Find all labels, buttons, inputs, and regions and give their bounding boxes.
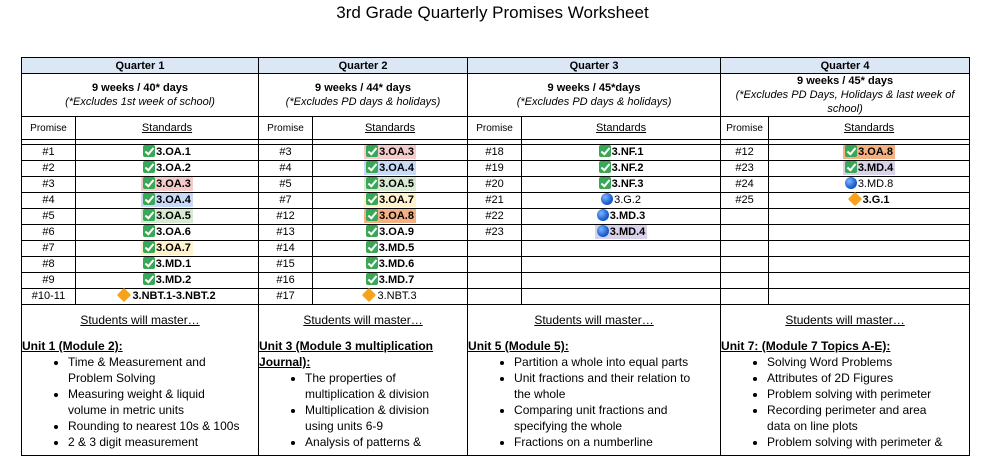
standard-cell — [769, 241, 970, 257]
standard-cell — [76, 193, 259, 209]
students-will-master-heading: Students will master… — [534, 313, 654, 327]
promise-column-header: Promise — [259, 117, 313, 140]
standard-code: 3.OA.4 — [379, 162, 414, 174]
standard-tag — [361, 289, 418, 303]
standard-cell — [313, 225, 468, 241]
unit-topic-text: Problem solving with perimeter & — [767, 435, 943, 449]
standard-code: 3.OA.3 — [379, 146, 414, 158]
promise-number: #24 — [721, 177, 769, 193]
unit-topic-text: Recording perimeter and area — [767, 403, 927, 417]
orange-diamond-icon — [362, 288, 376, 302]
unit-topic-text: Analysis of patterns & — [305, 435, 422, 449]
unit-topic — [767, 386, 969, 402]
table-row — [22, 289, 970, 305]
standard-tag — [364, 241, 416, 255]
unit-title: Unit 5 (Module 5): — [468, 339, 569, 353]
standard-tag — [141, 145, 193, 159]
standard-cell — [76, 145, 259, 161]
check-icon — [143, 209, 155, 221]
unit-topic-list — [259, 370, 467, 450]
quarter-days-cell — [468, 74, 721, 117]
standard-tag — [597, 161, 646, 175]
promise-number: #18 — [468, 145, 522, 161]
standard-cell — [313, 273, 468, 289]
standard-tag — [364, 273, 416, 287]
standards-column-header: Standards — [364, 122, 416, 134]
standard-cell — [522, 273, 721, 289]
standard-tag — [599, 193, 643, 207]
standard-code: 3.OA.8 — [379, 210, 414, 222]
standard-tag — [595, 225, 647, 239]
standard-cell — [769, 193, 970, 209]
unit-topic — [514, 402, 720, 434]
quarterly-promises-table — [21, 57, 970, 456]
table-row — [22, 209, 970, 225]
standard-code: 3.NF.3 — [611, 178, 644, 190]
standard-cell — [522, 257, 721, 273]
standard-tag — [364, 257, 416, 271]
standard-cell — [522, 193, 721, 209]
promise-number: #12 — [721, 145, 769, 161]
check-icon — [366, 177, 378, 189]
quarter-days-cell — [22, 74, 259, 117]
unit-topic-text: Problem Solving — [68, 371, 156, 385]
standards-column-header-cell — [769, 117, 970, 140]
standard-cell — [522, 145, 721, 161]
standard-code: 3.MD.5 — [378, 242, 415, 254]
unit-topic-text: Unit fractions and their relation to — [514, 371, 691, 385]
standard-code: 3.MD.7 — [378, 274, 415, 286]
promise-number: #4 — [22, 193, 76, 209]
standard-tag — [141, 161, 193, 175]
unit-topic-list — [721, 354, 969, 450]
page-title: 3rd Grade Quarterly Promises Worksheet — [336, 3, 649, 22]
standard-code: 3.MD.2 — [155, 274, 192, 286]
unit-topic — [68, 418, 258, 434]
unit-topic — [514, 354, 720, 370]
standards-column-header: Standards — [843, 122, 895, 134]
standard-cell — [313, 193, 468, 209]
promise-number: #5 — [22, 209, 76, 225]
promise-number: #1 — [22, 145, 76, 161]
standard-tag — [141, 241, 193, 255]
standard-tag — [364, 145, 416, 159]
standard-cell — [313, 209, 468, 225]
standard-cell — [769, 161, 970, 177]
standards-column-header: Standards — [141, 122, 193, 134]
promise-number: #13 — [259, 225, 313, 241]
unit-topic — [68, 354, 258, 386]
promise-number: #9 — [22, 273, 76, 289]
check-icon — [599, 177, 611, 189]
promise-number: #4 — [259, 161, 313, 177]
unit-topic-text: 2 & 3 digit measurement — [68, 435, 199, 449]
check-icon — [143, 273, 155, 285]
quarter-days: 9 weeks / 40* days — [92, 82, 189, 94]
unit-topic-text: data on line plots — [767, 419, 858, 433]
standard-code: 3.OA.4 — [156, 194, 191, 206]
unit-topic — [305, 434, 467, 450]
unit-cell — [22, 305, 259, 456]
standard-code: 3.OA.8 — [858, 146, 893, 158]
quarter-days-cell — [721, 74, 970, 117]
standard-code: 3.OA.3 — [156, 178, 191, 190]
promise-number — [721, 257, 769, 273]
promise-number: #7 — [22, 241, 76, 257]
unit-cell — [259, 305, 468, 456]
standards-column-header: Standards — [595, 122, 647, 134]
standard-tag — [843, 145, 895, 159]
standard-tag — [141, 225, 193, 239]
standard-cell — [522, 161, 721, 177]
promise-number — [721, 225, 769, 241]
check-icon — [143, 161, 155, 173]
standard-cell — [76, 225, 259, 241]
standard-cell — [769, 289, 970, 305]
promise-number: #10-11 — [22, 289, 76, 305]
table-row — [22, 177, 970, 193]
standard-tag — [364, 177, 416, 191]
unit-topic-text: Attributes of 2D Figures — [767, 371, 894, 385]
standard-tag — [141, 193, 193, 207]
promise-number: #22 — [468, 209, 522, 225]
promise-number: #6 — [22, 225, 76, 241]
standard-code: 3.NBT.1-3.NBT.2 — [132, 290, 216, 302]
unit-title: Unit 3 (Module 3 multiplication Journal): — [259, 339, 434, 369]
standard-cell — [76, 257, 259, 273]
students-will-master-heading: Students will master… — [80, 313, 200, 327]
standard-cell — [522, 177, 721, 193]
standard-cell — [76, 161, 259, 177]
quarter-name: Quarter 4 — [721, 58, 970, 74]
standard-tag — [141, 209, 193, 223]
promise-number: #8 — [22, 257, 76, 273]
standard-tag — [116, 289, 217, 303]
unit-topic — [305, 370, 467, 402]
standard-tag — [364, 161, 416, 175]
unit-topic — [514, 434, 720, 450]
check-icon — [366, 225, 378, 237]
standard-cell — [522, 225, 721, 241]
quarter-name: Quarter 1 — [22, 58, 259, 74]
promise-number: #15 — [259, 257, 313, 273]
unit-topic-text: specifying the whole — [514, 419, 623, 433]
unit-topic-text: The properties of — [305, 371, 396, 385]
promise-number — [468, 273, 522, 289]
quarter-days: 9 weeks / 45*days — [547, 82, 641, 94]
quarter-days-note: (*Excludes PD days & holidays) — [285, 96, 441, 108]
promise-number — [721, 273, 769, 289]
promise-number: #12 — [259, 209, 313, 225]
unit-cell — [468, 305, 721, 456]
students-will-master-heading: Students will master… — [785, 313, 905, 327]
promise-column-header: Promise — [468, 117, 522, 140]
blue-circle-icon — [597, 209, 609, 221]
standard-tag — [141, 177, 193, 191]
promise-number — [468, 241, 522, 257]
promise-number — [468, 289, 522, 305]
unit-topic — [68, 434, 258, 450]
standard-cell — [313, 161, 468, 177]
standard-tag — [843, 161, 895, 175]
unit-title: Unit 1 (Module 2): — [22, 339, 123, 353]
standard-tag — [843, 177, 895, 191]
check-icon — [143, 257, 155, 269]
promise-number: #21 — [468, 193, 522, 209]
column-header-row — [22, 117, 970, 140]
check-icon — [366, 241, 378, 253]
promise-number: #7 — [259, 193, 313, 209]
blue-circle-icon — [845, 177, 857, 189]
standard-code: 3.NF.1 — [611, 146, 644, 158]
standard-code: 3.MD.1 — [155, 258, 192, 270]
days-row — [22, 74, 970, 117]
quarter-name: Quarter 3 — [468, 58, 721, 74]
promise-number: #3 — [22, 177, 76, 193]
check-icon — [366, 193, 378, 205]
check-icon — [366, 145, 378, 157]
promise-number — [721, 241, 769, 257]
unit-topic — [305, 402, 467, 434]
standard-cell — [313, 145, 468, 161]
table-row — [22, 161, 970, 177]
standard-cell — [313, 177, 468, 193]
table-row — [22, 225, 970, 241]
standards-column-header-cell — [76, 117, 259, 140]
table-row — [22, 241, 970, 257]
standard-code: 3.OA.7 — [379, 194, 414, 206]
standard-cell — [313, 257, 468, 273]
promise-number: #5 — [259, 177, 313, 193]
standard-cell — [76, 241, 259, 257]
table-row — [22, 273, 970, 289]
check-icon — [599, 145, 611, 157]
standard-cell — [769, 257, 970, 273]
table-row — [22, 257, 970, 273]
standard-cell — [313, 289, 468, 305]
promise-column-header: Promise — [22, 117, 76, 140]
unit-topic — [767, 354, 969, 370]
unit-topic-list — [468, 354, 720, 450]
standard-code: 3.MD.4 — [609, 226, 646, 238]
quarter-days-note: (*Excludes 1st week of school) — [65, 96, 215, 108]
unit-topic-text: Rounding to nearest 10s & 100s — [68, 419, 240, 433]
standard-code: 3.OA.7 — [156, 242, 191, 254]
unit-topic-text: multiplication & division — [305, 387, 430, 401]
unit-topic — [767, 402, 969, 434]
check-icon — [143, 193, 155, 205]
standard-code: 3.G.1 — [862, 194, 890, 206]
promise-number: #2 — [22, 161, 76, 177]
promise-number: #20 — [468, 177, 522, 193]
quarter-days: 9 weeks / 45* days — [797, 75, 894, 87]
quarter-days-cell — [259, 74, 468, 117]
promise-number: #16 — [259, 273, 313, 289]
standard-code: 3.OA.5 — [156, 210, 191, 222]
unit-topic — [514, 370, 720, 402]
unit-topic-text: using units 6-9 — [305, 419, 384, 433]
unit-cell — [721, 305, 970, 456]
unit-row — [22, 305, 970, 456]
promise-number: #3 — [259, 145, 313, 161]
standard-tag — [364, 209, 416, 223]
unit-title: Unit 7: (Module 7 Topics A-E): — [721, 339, 891, 353]
standard-cell — [769, 273, 970, 289]
standard-cell — [76, 209, 259, 225]
standards-column-header-cell — [522, 117, 721, 140]
promise-number: #25 — [721, 193, 769, 209]
standard-code: 3.OA.2 — [156, 162, 191, 174]
standard-tag — [141, 257, 193, 271]
unit-topic — [767, 434, 969, 450]
standard-code: 3.OA.9 — [379, 226, 414, 238]
unit-topic-text: the whole — [514, 387, 566, 401]
standard-code: 3.OA.6 — [156, 226, 191, 238]
promise-number — [721, 289, 769, 305]
standard-tag — [141, 273, 193, 287]
blue-circle-icon — [601, 193, 613, 205]
promise-number: #23 — [468, 225, 522, 241]
unit-topic-text: Time & Measurement and — [68, 355, 206, 369]
check-icon — [366, 257, 378, 269]
blue-circle-icon — [597, 225, 609, 237]
promise-number: #19 — [468, 161, 522, 177]
quarter-days-note: (*Excludes PD Days, Holidays & last week of school) — [735, 89, 955, 115]
standard-cell — [769, 177, 970, 193]
promise-number: #17 — [259, 289, 313, 305]
check-icon — [143, 177, 155, 189]
unit-topic — [767, 370, 969, 386]
table-row — [22, 193, 970, 209]
promise-number — [721, 209, 769, 225]
check-icon — [599, 161, 611, 173]
check-icon — [366, 161, 378, 173]
standard-tag — [595, 209, 647, 223]
quarter-days-note: (*Excludes PD days & holidays) — [516, 96, 672, 108]
unit-topic-text: Solving Word Problems — [767, 355, 893, 369]
standard-code: 3.MD.3 — [609, 210, 646, 222]
table-row — [22, 145, 970, 161]
standard-code: 3.OA.5 — [379, 178, 414, 190]
promise-number — [468, 257, 522, 273]
unit-topic — [68, 386, 258, 418]
standard-tag — [364, 225, 416, 239]
unit-topic-text: Comparing unit fractions and — [514, 403, 668, 417]
standard-cell — [313, 241, 468, 257]
standard-code: 3.MD.8 — [857, 178, 894, 190]
unit-topic-text: Partition a whole into equal parts — [514, 355, 689, 369]
standard-code: 3.MD.4 — [857, 162, 894, 174]
unit-topic-text: volume in metric units — [68, 403, 185, 417]
standard-cell — [76, 177, 259, 193]
standard-cell — [522, 289, 721, 305]
check-icon — [366, 209, 378, 221]
standard-cell — [76, 273, 259, 289]
standard-cell — [76, 289, 259, 305]
check-icon — [143, 241, 155, 253]
quarter-header-row — [22, 58, 970, 74]
orange-diamond-icon — [848, 192, 862, 206]
standard-tag — [597, 177, 646, 191]
promise-number: #14 — [259, 241, 313, 257]
quarter-name: Quarter 2 — [259, 58, 468, 74]
standard-code: 3.G.2 — [614, 194, 641, 206]
promise-column-header: Promise — [721, 117, 769, 140]
unit-topic-text: Problem solving with perimeter — [767, 387, 932, 401]
standard-cell — [769, 225, 970, 241]
standard-cell — [769, 209, 970, 225]
unit-topic-list — [22, 354, 258, 450]
standard-tag — [597, 145, 646, 159]
standard-tag — [364, 193, 416, 207]
standard-code: 3.OA.1 — [156, 146, 191, 158]
standard-code: 3.MD.6 — [378, 258, 415, 270]
standard-tag — [847, 193, 892, 207]
standard-cell — [522, 209, 721, 225]
check-icon — [366, 273, 378, 285]
standards-column-header-cell — [313, 117, 468, 140]
quarter-days: 9 weeks / 44* days — [315, 82, 412, 94]
standard-code: 3.NF.2 — [611, 162, 644, 174]
unit-topic-text: Measuring weight & liquid — [68, 387, 205, 401]
check-icon — [845, 145, 857, 157]
promise-number: #23 — [721, 161, 769, 177]
check-icon — [143, 145, 155, 157]
standard-cell — [769, 145, 970, 161]
unit-topic-text: Fractions on a numberline — [514, 435, 653, 449]
orange-diamond-icon — [117, 288, 131, 302]
standard-cell — [522, 241, 721, 257]
standard-code: 3.NBT.3 — [377, 290, 417, 302]
unit-topic-text: Multiplication & division — [305, 403, 430, 417]
students-will-master-heading: Students will master… — [303, 313, 423, 327]
check-icon — [143, 225, 155, 237]
check-icon — [845, 161, 857, 173]
